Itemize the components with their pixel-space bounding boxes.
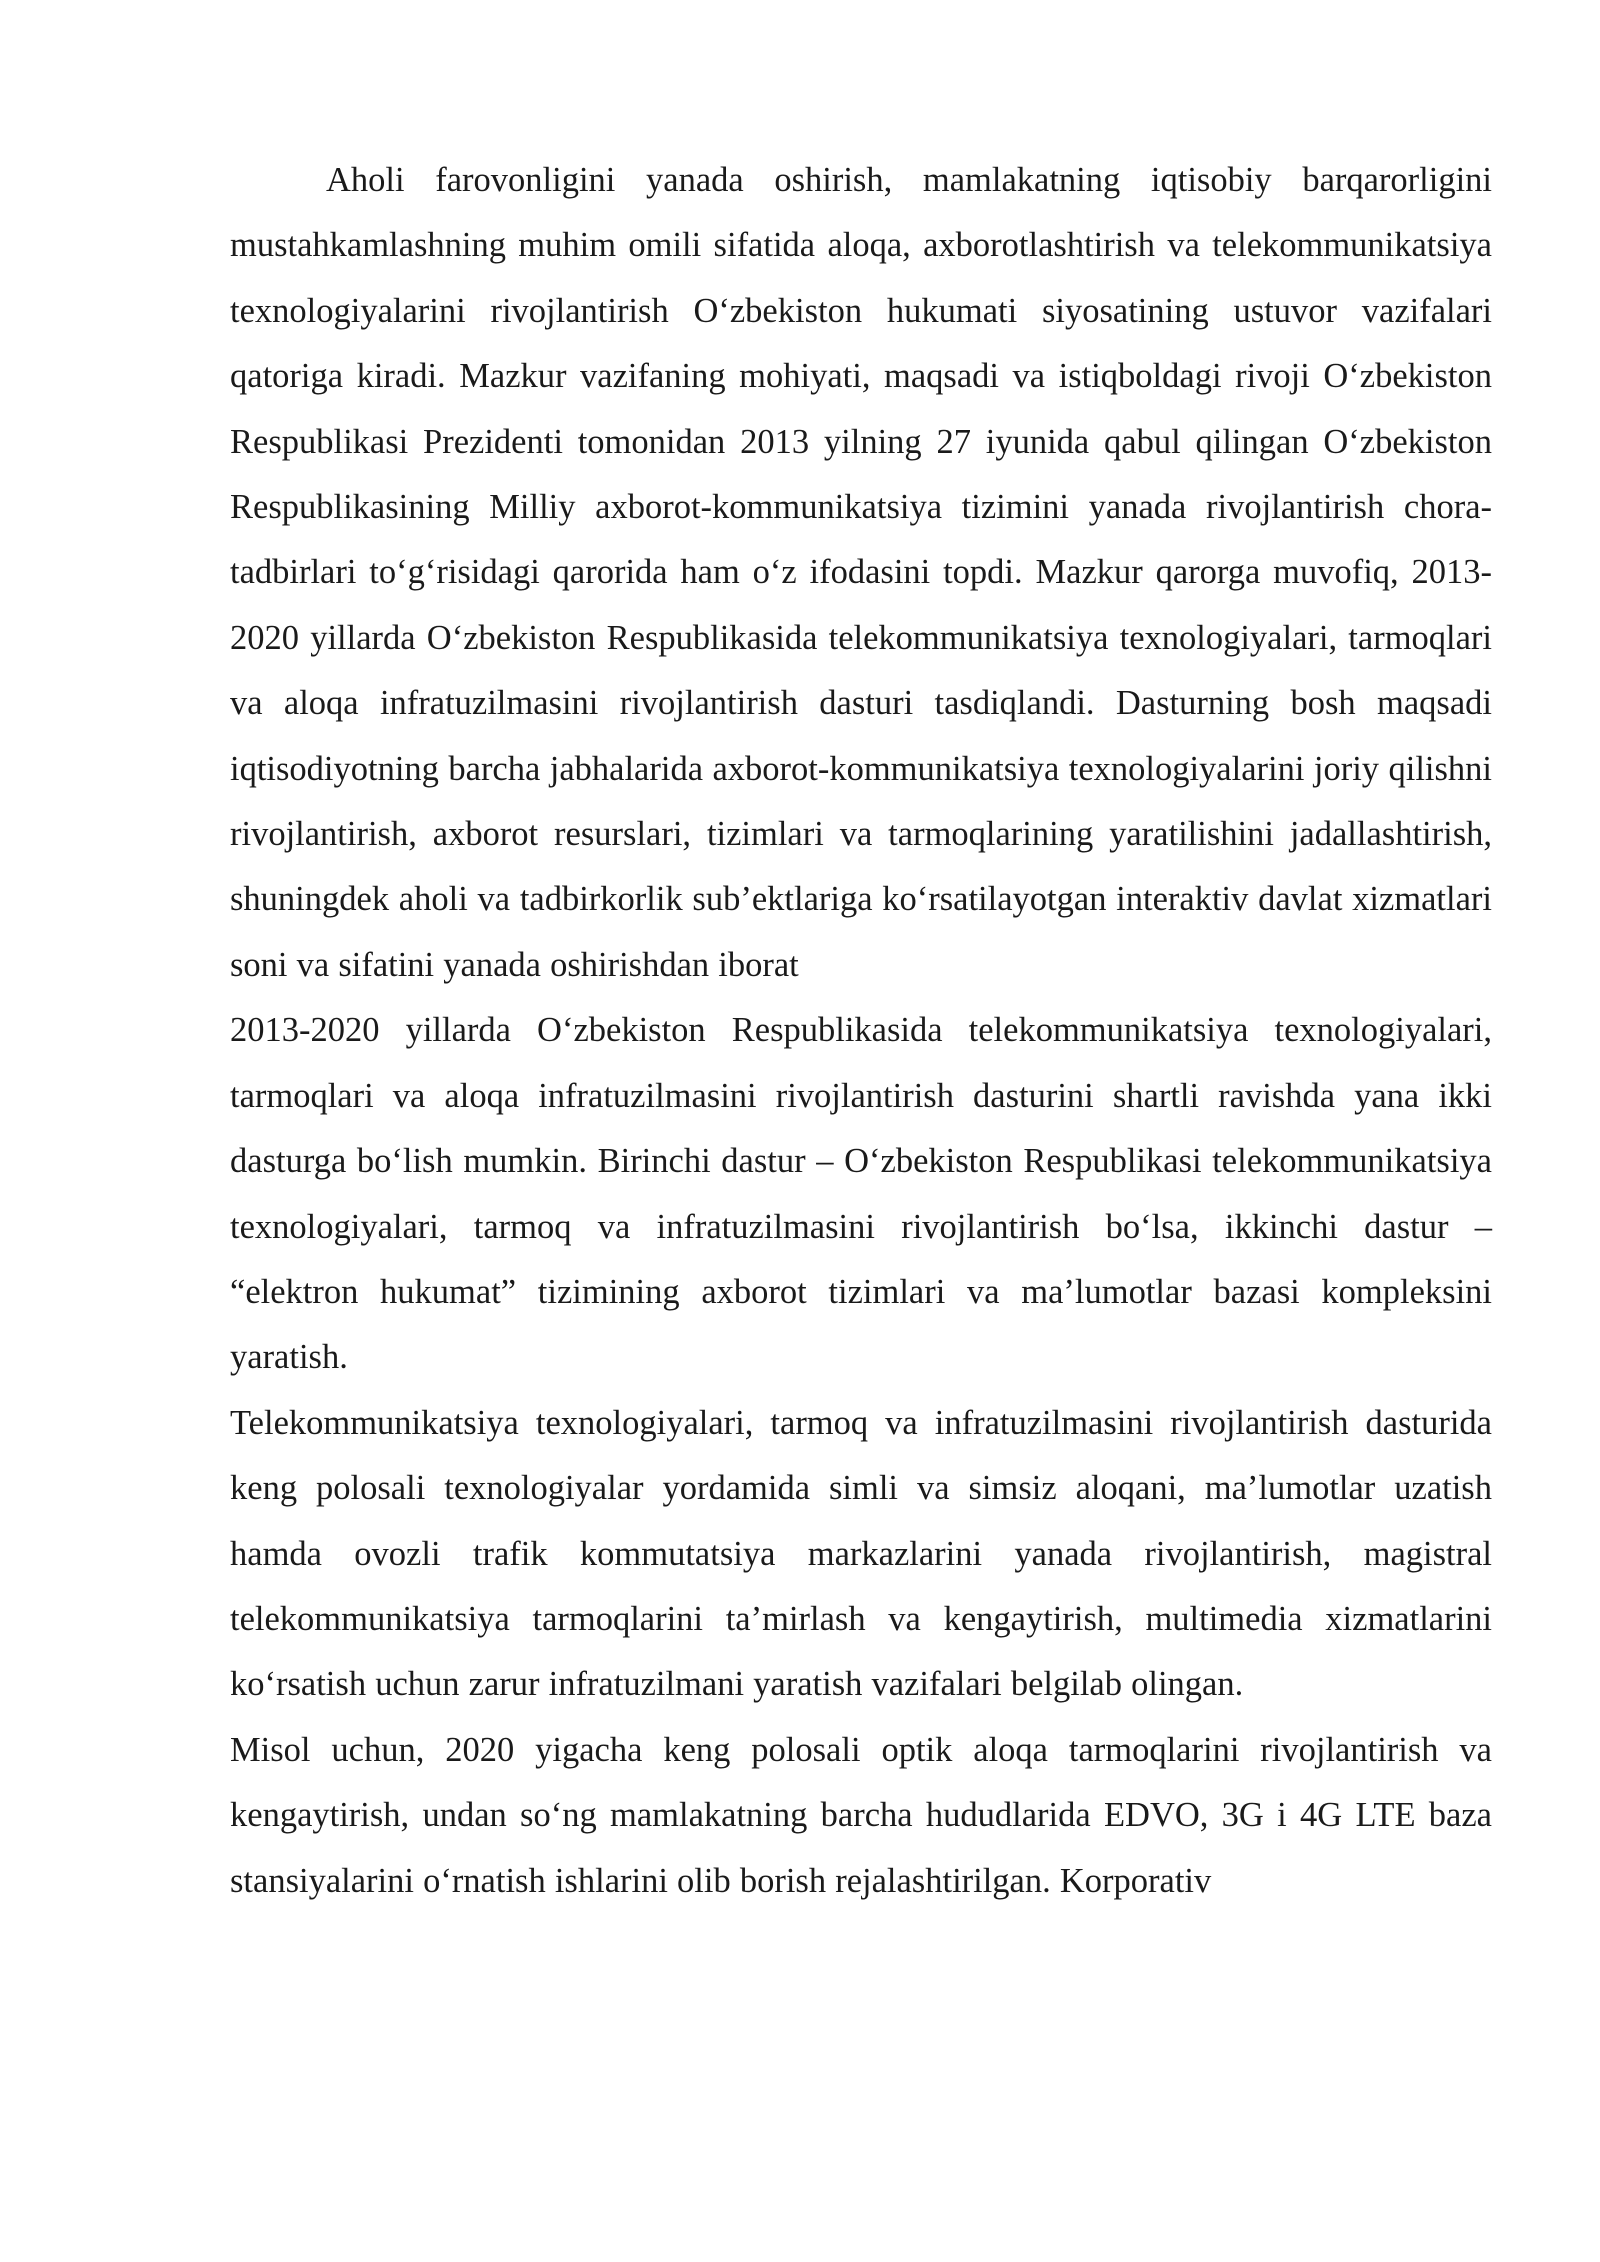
paragraph-telecom-program: Telekommunikatsiya texnologiyalari, tarmoq va infratuzilmasini rivojlantirish dasturida keng polosali texnologiyalar yordamida simli va simsiz aloqani, ma’lumotlar uzatish hamda ovozli trafik kommutatsiya markazlarini yanada rivojlantirish, magistral telekommunikatsiya tarmoqlarini ta’mirlash va kengaytirish, multimedia xizmatlarini koʻrsatish uchun zarur infratuzilmani yaratish vazifalari belgilab olingan. [230, 1403, 1492, 1704]
document-body [230, 148, 1492, 1914]
paragraph-intro: Aholi farovonligini yanada oshirish, mamlakatning iqtisobiy barqarorligini mustahkamlashning muhim omili sifatida aloqa, axborotlashtirish va telekommunikatsiya texnologiyalarini rivojlantirish Oʻzbekiston hukumati siyosatining ustuvor vazifalari qatoriga kiradi. Mazkur vazifaning mohiyati, maqsadi va istiqboldagi rivoji Oʻzbekiston Respublikasi Prezidenti tomonidan 2013 yilning 27 iyunida qabul qilingan Oʻzbekiston Respublikasining Milliy axborot-kommunikatsiya tizimini yanada rivojlantirish chora-tadbirlari toʻgʻrisidagi qarorida ham oʻz ifodasini topdi. Mazkur qarorga muvofiq, 2013-2020 yillarda Oʻzbekiston Respublikasida telekommunikatsiya texnologiyalari, tarmoqlari va aloqa infratuzilmasini rivojlantirish dasturi tasdiqlandi. Dasturning bosh maqsadi iqtisodiyotning barcha jabhalarida axborot-kommunikatsiya texnologiyalarini joriy qilishni rivojlantirish, axborot resurslari, tizimlari va tarmoqlarining yaratilishini jadallashtirish, shuningdek aholi va tadbirkorlik sub’ektlariga koʻrsatilayotgan interaktiv davlat xizmatlari soni va sifatini yanada oshirishdan iborat [230, 161, 1492, 984]
paragraph-example: Misol uchun, 2020 yigacha keng polosali optik aloqa tarmoqlarini rivojlantirish va kengaytirish, undan soʻng mamlakatning barcha hududlarida EDVO, 3G i 4G LTE baza stansiyalarini oʻrnatish ishlarini olib borish rejalashtirilgan. Korporativ [230, 1730, 1492, 1900]
paragraph-program-split: 2013-2020 yillarda Oʻzbekiston Respublikasida telekommunikatsiya texnologiyalari, tarmoqlari va aloqa infratuzilmasini rivojlantirish dasturini shartli ravishda yana ikki dasturga boʻlish mumkin. Birinchi dastur – Oʻzbekiston Respublikasi telekommunikatsiya texnologiyalari, tarmoq va infratuzilmasini rivojlantirish boʻlsa, ikkinchi dastur – “elektron hukumat” tizimining axborot tizimlari va ma’lumotlar bazasi kompleksini yaratish. [230, 1011, 1492, 1377]
